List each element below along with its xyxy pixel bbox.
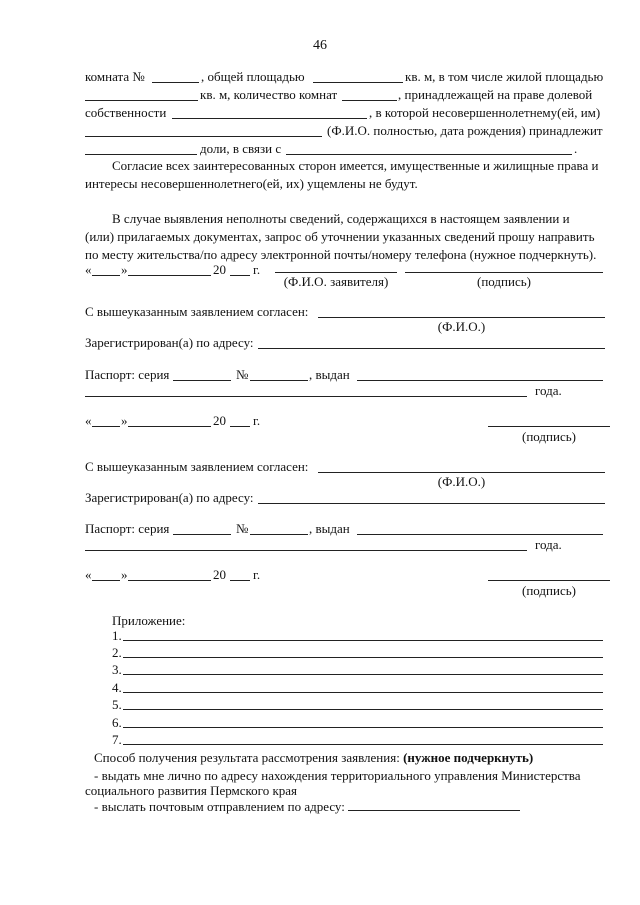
result-title [94, 750, 533, 765]
date-open-quote-1: « [85, 413, 92, 428]
reason-field[interactable] [286, 154, 572, 155]
appendix-num-2: 2. [112, 645, 122, 660]
issued-by-field-1[interactable] [357, 380, 603, 381]
result-option-1-line-1[interactable]: - выдать мне лично по адресу нахождения территориального управления Министерства [94, 768, 581, 783]
issued-by-field-1b[interactable] [85, 396, 527, 397]
appendix-field-5[interactable] [123, 709, 603, 710]
result-title-bold: (нужное подчеркнуть) [403, 750, 534, 765]
incomplete-line-1: В случае выявления неполноты сведений, содержащихся в настоящем заявлении и [112, 211, 570, 226]
date-g-2: г. [253, 567, 261, 582]
appendix-field-7[interactable] [123, 744, 603, 745]
appendix-field-3[interactable] [123, 674, 603, 675]
agree-fio-field-1[interactable] [318, 317, 605, 318]
applicant-day-field[interactable] [92, 275, 120, 276]
date-g-1: г. [253, 413, 261, 428]
total-area-field[interactable] [313, 82, 403, 83]
rooms-count-label: кв. м, количество комнат [200, 87, 338, 102]
ownership-field[interactable] [172, 118, 367, 119]
appendix-field-4[interactable] [123, 692, 603, 693]
appendix-field-6[interactable] [123, 727, 603, 728]
appendix-num-5: 5. [112, 697, 122, 712]
sign-field-1[interactable] [488, 426, 610, 427]
appendix-title: Приложение: [112, 613, 186, 628]
living-area-field[interactable] [85, 100, 198, 101]
agree-fio-caption-2: (Ф.И.О.) [437, 474, 486, 489]
date-year-prefix-2: 20 [213, 567, 226, 582]
registered-label-2: Зарегистрирован(а) по адресу: [85, 490, 254, 505]
consent-line-1: Согласие всех заинтересованных сторон имеется, имущественные и жилищные права и [112, 158, 599, 173]
share-field[interactable] [85, 154, 197, 155]
date-open-quote-2: « [85, 567, 92, 582]
passport-label-2: Паспорт: серия [85, 521, 170, 536]
year-label-1: года. [535, 383, 562, 398]
date-g: г. [253, 262, 261, 277]
agree-label-1: С вышеуказанным заявлением согласен: [85, 304, 309, 319]
consent-line-2: интересы несовершеннолетнего(ей, их) ущемлены не будут. [85, 176, 418, 191]
date-close-quote-1: » [121, 413, 128, 428]
applicant-fio-field[interactable] [275, 272, 397, 273]
minor-label: , в которой несовершеннолетнему(ей, им) [369, 105, 601, 120]
applicant-month-field[interactable] [128, 275, 211, 276]
ownership-label: собственности [85, 105, 167, 120]
month-field-1[interactable] [128, 426, 211, 427]
date-year-prefix-1: 20 [213, 413, 226, 428]
appendix-num-1: 1. [112, 628, 122, 643]
fio-dob-label: (Ф.И.О. полностью, дата рождения) принадлежит [327, 123, 603, 138]
living-area-label: кв. м, в том числе жилой площадью [405, 69, 604, 84]
passport-label-1: Паспорт: серия [85, 367, 170, 382]
applicant-fio-caption: (Ф.И.О. заявителя) [283, 274, 389, 289]
year-field-2[interactable] [230, 580, 250, 581]
month-field-2[interactable] [128, 580, 211, 581]
agree-fio-caption-1: (Ф.И.О.) [437, 319, 486, 334]
reason-dot: . [574, 141, 578, 156]
applicant-sign-field[interactable] [405, 272, 603, 273]
postal-address-field[interactable] [348, 810, 520, 811]
date-close-quote: » [121, 262, 128, 277]
date-open-quote: « [85, 262, 92, 277]
appendix-field-1[interactable] [123, 640, 603, 641]
sign-field-2[interactable] [488, 580, 610, 581]
sign-caption-2: (подпись) [522, 583, 576, 598]
appendix-num-3: 3. [112, 662, 122, 677]
room-number-field[interactable] [152, 82, 199, 83]
appendix-num-6: 6. [112, 715, 122, 730]
passport-series-field-2[interactable] [173, 534, 231, 535]
rooms-count-field[interactable] [342, 100, 397, 101]
registered-field-1[interactable] [258, 348, 605, 349]
incomplete-line-3: по месту жительства/по адресу электронной почты/номеру телефона (нужное подчеркнуть). [85, 247, 597, 262]
day-field-1[interactable] [92, 426, 120, 427]
year-field-1[interactable] [230, 426, 250, 427]
agree-label-2: С вышеуказанным заявлением согласен: [85, 459, 309, 474]
result-option-1-line-2: социального развития Пермского края [85, 783, 298, 798]
incomplete-line-2: (или) прилагаемых документах, запрос об уточнении указанных сведений прошу направить [85, 229, 595, 244]
result-option-2[interactable]: - выслать почтовым отправлением по адресу: [94, 799, 345, 814]
date-year-prefix: 20 [213, 262, 226, 277]
passport-number-field-2[interactable] [250, 534, 308, 535]
issued-by-field-2[interactable] [357, 534, 603, 535]
page-number: 46 [313, 38, 327, 53]
applicant-sign-caption: (подпись) [477, 274, 531, 289]
minor-fio-field[interactable] [85, 136, 322, 137]
applicant-year-field[interactable] [230, 275, 250, 276]
appendix-num-7: 7. [112, 732, 122, 747]
passport-no-label-2: № [236, 521, 249, 536]
issued-label-1: , выдан [309, 367, 350, 382]
belonging-label: , принадлежащей на праве долевой [398, 87, 593, 102]
appendix-field-2[interactable] [123, 657, 603, 658]
passport-no-label-1: № [236, 367, 249, 382]
date-close-quote-2: » [121, 567, 128, 582]
room-label: комната № [85, 69, 145, 84]
passport-number-field-1[interactable] [250, 380, 308, 381]
registered-label-1: Зарегистрирован(а) по адресу: [85, 335, 254, 350]
share-label: доли, в связи с [200, 141, 282, 156]
appendix-num-4: 4. [112, 680, 122, 695]
issued-by-field-2b[interactable] [85, 550, 527, 551]
agree-fio-field-2[interactable] [318, 472, 605, 473]
registered-field-2[interactable] [258, 503, 605, 504]
passport-series-field-1[interactable] [173, 380, 231, 381]
area-label: , общей площадью [201, 69, 305, 84]
year-label-2: года. [535, 537, 562, 552]
result-title-text: Способ получения результата рассмотрения заявления: [94, 750, 400, 765]
sign-caption-1: (подпись) [522, 429, 576, 444]
issued-label-2: , выдан [309, 521, 350, 536]
day-field-2[interactable] [92, 580, 120, 581]
